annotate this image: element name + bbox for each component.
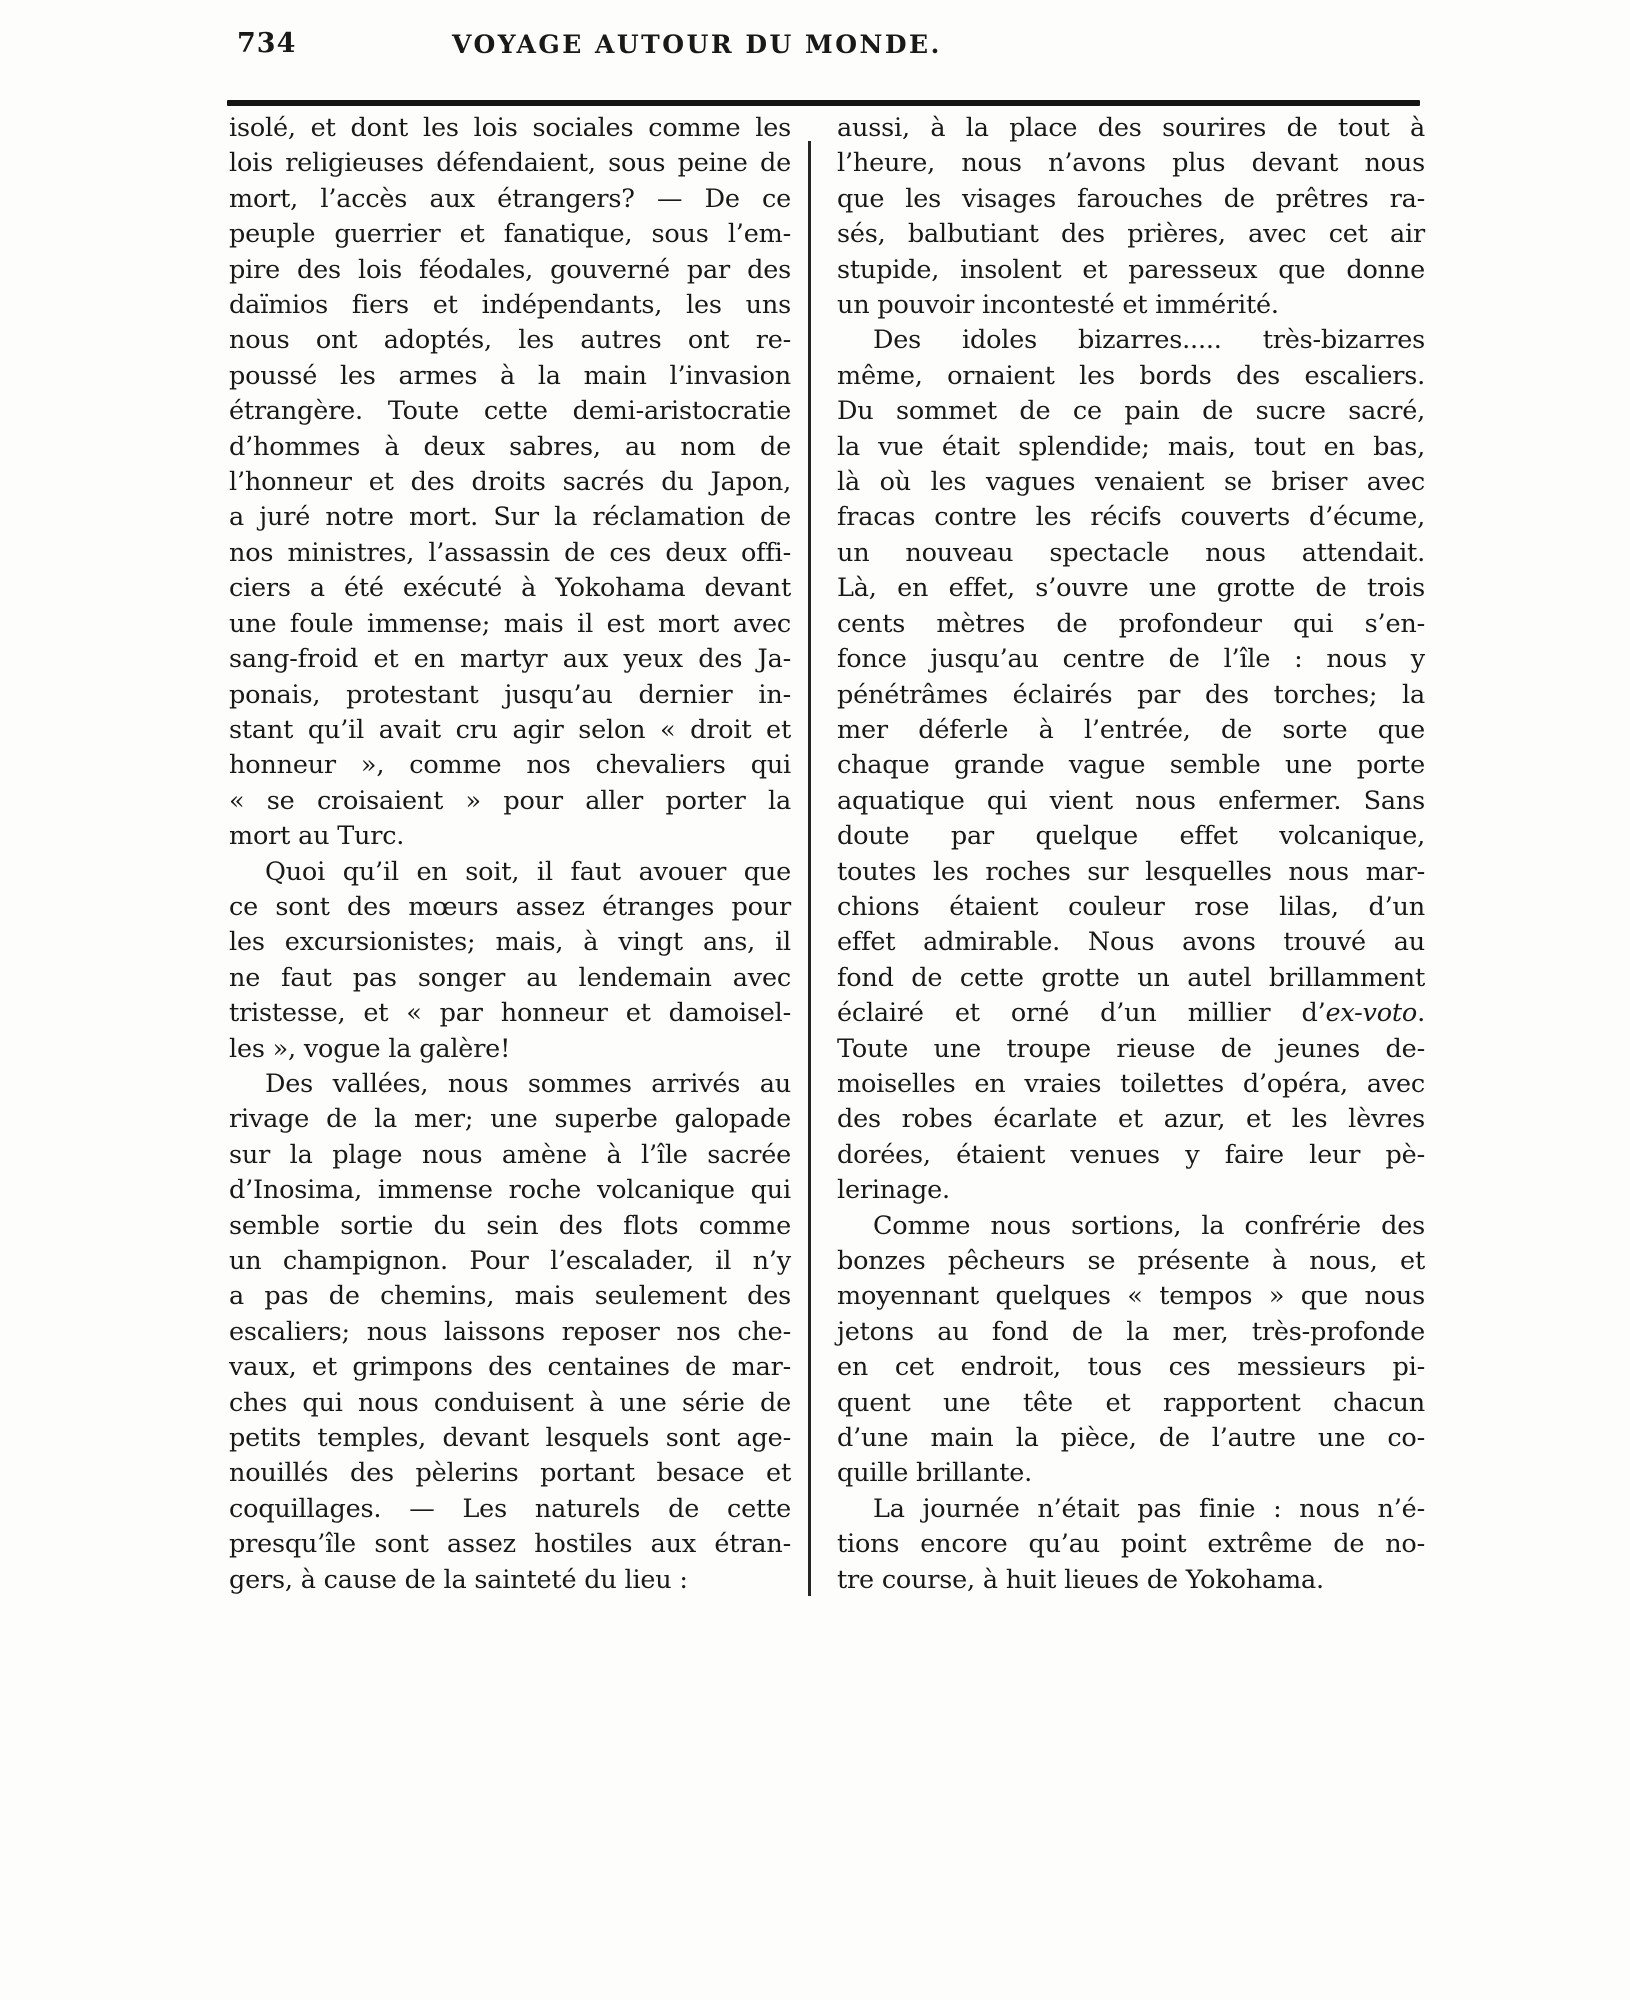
text-line: des robes écarlate et azur, et les lèvres bbox=[837, 1104, 1425, 1135]
text-line: nos ministres, l’assassin de ces deux offi- bbox=[229, 537, 791, 568]
text-line: nouillés des pèlerins portant besace et bbox=[229, 1458, 791, 1489]
text-line: tre course, à huit lieues de Yokohama. bbox=[837, 1564, 1324, 1595]
text-line: Des vallées, nous sommes arrivés au bbox=[265, 1068, 791, 1099]
text-line: sés, balbutiant des prières, avec cet air bbox=[837, 219, 1425, 250]
text-line: aussi, à la place des sourires de tout à bbox=[837, 113, 1425, 143]
column-right bbox=[837, 111, 1425, 1598]
text-line: moiselles en vraies toilettes d’opéra, avec bbox=[837, 1068, 1425, 1099]
text-line: la vue était splendide; mais, tout en bas, bbox=[837, 431, 1425, 462]
text-line: un champignon. Pour l’escalader, il n’y bbox=[229, 1246, 791, 1276]
text-line: toutes les roches sur lesquelles nous mar- bbox=[837, 856, 1425, 887]
text-line: honneur », comme nos chevaliers qui bbox=[229, 750, 791, 781]
text-line: Des idoles bizarres..... très-bizarres bbox=[873, 325, 1425, 356]
text-line: a pas de chemins, mais seulement des bbox=[229, 1281, 791, 1312]
text-line: fonce jusqu’au centre de l’île : nous y bbox=[837, 644, 1425, 675]
paragraph bbox=[837, 111, 1425, 323]
text-line: ciers a été exécuté à Yokohama devant bbox=[229, 573, 791, 604]
text-line: La journée n’était pas finie : nous n’é- bbox=[873, 1493, 1425, 1524]
page-number: 734 bbox=[237, 28, 297, 59]
text-line: d’hommes à deux sabres, au nom de bbox=[229, 431, 791, 462]
paragraph bbox=[837, 1209, 1425, 1492]
text-line: tristesse, et « par honneur et damoisel- bbox=[229, 998, 791, 1029]
text-line: Comme nous sortions, la confrérie des bbox=[873, 1210, 1425, 1241]
text-line: en cet endroit, tous ces messieurs pi- bbox=[837, 1352, 1425, 1383]
column-left bbox=[229, 111, 791, 1598]
text-line: presqu’île sont assez hostiles aux étran- bbox=[229, 1529, 791, 1560]
text-line: Là, en effet, s’ouvre une grotte de trois bbox=[837, 573, 1425, 604]
text-line: chions étaient couleur rose lilas, d’un bbox=[837, 891, 1425, 922]
text-line: fracas contre les récifs couverts d’écume, bbox=[837, 502, 1425, 533]
text-line: un pouvoir incontesté et immérité. bbox=[837, 290, 1279, 321]
text-line: l’heure, nous n’avons plus devant nous bbox=[837, 148, 1425, 179]
text-line: mort au Turc. bbox=[229, 821, 405, 852]
text-line: escaliers; nous laissons reposer nos che- bbox=[229, 1316, 791, 1347]
text-line: l’honneur et des droits sacrés du Japon, bbox=[229, 467, 791, 498]
column-divider bbox=[808, 141, 811, 1596]
text-line: d’une main la pièce, de l’autre une co- bbox=[837, 1423, 1425, 1454]
text-line: fond de cette grotte un autel brillamment bbox=[837, 962, 1425, 993]
paragraph bbox=[229, 111, 791, 855]
paragraph bbox=[837, 323, 1425, 1208]
text-line: coquillages. — Les naturels de cette bbox=[229, 1493, 791, 1524]
text-line: pire des lois féodales, gouverné par des bbox=[229, 254, 791, 285]
text-line: tions encore qu’au point extrême de no- bbox=[837, 1529, 1425, 1560]
text-line: a juré notre mort. Sur la réclamation de bbox=[229, 502, 791, 533]
text-line: Quoi qu’il en soit, il faut avouer que bbox=[265, 856, 791, 887]
text-line: peuple guerrier et fanatique, sous l’em- bbox=[229, 219, 791, 250]
text-line: Toute une troupe rieuse de jeunes de- bbox=[837, 1033, 1425, 1064]
text-line: stupide, insolent et paresseux que donne bbox=[837, 254, 1425, 285]
text-line: étrangère. Toute cette demi-aristocratie bbox=[229, 396, 791, 427]
text-line: Du sommet de ce pain de sucre sacré, bbox=[837, 396, 1425, 427]
text-line: les », vogue la galère! bbox=[229, 1033, 511, 1064]
page-title: VOYAGE AUTOUR DU MONDE. bbox=[452, 30, 942, 59]
text-line: « se croisaient » pour aller porter la bbox=[229, 785, 791, 816]
text-line: ches qui nous conduisent à une série de bbox=[229, 1387, 791, 1418]
text-line: dorées, étaient venues y faire leur pè- bbox=[837, 1139, 1425, 1170]
text-line: cents mètres de profondeur qui s’en- bbox=[837, 608, 1425, 639]
text-line: lerinage. bbox=[837, 1175, 950, 1206]
text-line: jetons au fond de la mer, très-profonde bbox=[837, 1316, 1425, 1347]
text-line: doute par quelque effet volcanique, bbox=[837, 821, 1425, 852]
text-line: éclairé et orné d’un millier d’ex-voto. bbox=[837, 998, 1425, 1029]
text-line: quent une tête et rapportent chacun bbox=[837, 1387, 1425, 1418]
text-line: ne faut pas songer au lendemain avec bbox=[229, 962, 791, 993]
text-line: un nouveau spectacle nous attendait. bbox=[837, 537, 1425, 568]
text-line: les excursionistes; mais, à vingt ans, il bbox=[229, 927, 791, 958]
text-line: même, ornaient les bords des escaliers. bbox=[837, 360, 1425, 391]
text-line: rivage de la mer; une superbe galopade bbox=[229, 1104, 791, 1135]
text-line: ponais, protestant jusqu’au dernier in- bbox=[229, 679, 791, 710]
paragraph bbox=[229, 855, 791, 1067]
text-line: vaux, et grimpons des centaines de mar- bbox=[229, 1352, 791, 1383]
text-line: sur la plage nous amène à l’île sacrée bbox=[229, 1139, 791, 1170]
paragraph bbox=[837, 1492, 1425, 1598]
text-line: bonzes pêcheurs se présente à nous, et bbox=[837, 1246, 1425, 1276]
text-line: effet admirable. Nous avons trouvé au bbox=[837, 927, 1425, 958]
header-rule bbox=[227, 100, 1420, 106]
text-line: petits temples, devant lesquels sont age- bbox=[229, 1423, 791, 1454]
text-line: stant qu’il avait cru agir selon « droit et bbox=[229, 714, 791, 745]
text-line: que les visages farouches de prêtres ra- bbox=[837, 183, 1425, 214]
text-line: poussé les armes à la main l’invasion bbox=[229, 360, 791, 391]
text-line: daïmios fiers et indépendants, les uns bbox=[229, 290, 791, 321]
text-line: chaque grande vague semble une porte bbox=[837, 750, 1425, 781]
text-line: nous ont adoptés, les autres ont re- bbox=[229, 325, 791, 356]
text-line: là où les vagues venaient se briser avec bbox=[837, 467, 1425, 498]
text-line: quille brillante. bbox=[837, 1458, 1033, 1489]
text-line: isolé, et dont les lois sociales comme les bbox=[229, 113, 791, 143]
text-line: pénétrâmes éclairés par des torches; la bbox=[837, 679, 1425, 710]
text-line: gers, à cause de la sainteté du lieu : bbox=[229, 1564, 688, 1595]
text-line: aquatique qui vient nous enfermer. Sans bbox=[837, 785, 1425, 816]
text-line: d’Inosima, immense roche volcanique qui bbox=[229, 1175, 791, 1206]
text-line: mer déferle à l’entrée, de sorte que bbox=[837, 714, 1425, 745]
text-line: lois religieuses défendaient, sous peine de bbox=[229, 148, 791, 179]
text-line: sang-froid et en martyr aux yeux des Ja- bbox=[229, 644, 791, 675]
text-line: moyennant quelques « tempos » que nous bbox=[837, 1281, 1425, 1312]
text-line: ce sont des mœurs assez étranges pour bbox=[229, 891, 791, 922]
text-line: semble sortie du sein des flots comme bbox=[229, 1210, 791, 1241]
paragraph bbox=[229, 1067, 791, 1598]
text-line: une foule immense; mais il est mort avec bbox=[229, 608, 791, 639]
text-line: mort, l’accès aux étrangers? — De ce bbox=[229, 183, 791, 214]
